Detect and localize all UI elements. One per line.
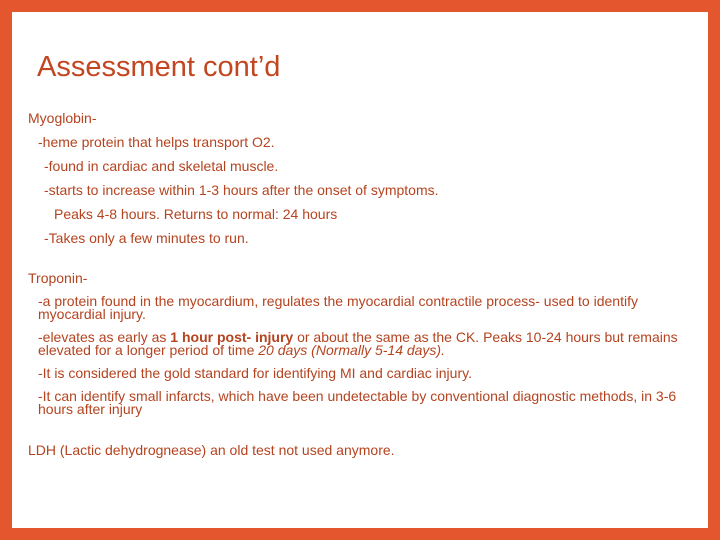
troponin-para-4: -It can identify small infarcts, which have been undetectable by conventional diagnostic methods, in 3-6 hours after injury [38, 388, 677, 417]
slide-body [28, 106, 688, 462]
myoglobin-line-5: -Takes only a few minutes to run. [44, 230, 249, 246]
myoglobin-heading: Myoglobin- [28, 110, 97, 126]
myoglobin-line-1: -heme protein that helps transport O2. [38, 134, 275, 150]
troponin-para-2-italic: 20 days (Normally 5-14 days). [258, 342, 445, 358]
troponin-para-2 [38, 331, 688, 357]
troponin-para-1: -a protein found in the myocardium, regulates the myocardial contractile process- used to identify myocardial injury. [38, 293, 638, 322]
slide [12, 12, 708, 528]
slide-title: Assessment cont’d [37, 51, 281, 83]
myoglobin-line-3: -starts to increase within 1-3 hours after the onset of symptoms. [44, 182, 439, 198]
troponin-heading: Troponin- [28, 270, 88, 286]
myoglobin-line-2: -found in cardiac and skeletal muscle. [44, 158, 279, 174]
troponin-para-2-text-b: or about the same as the CK. Peaks 10-24 hours but remains elevated for a longer period of time [38, 329, 678, 358]
troponin-para-2-bold: 1 hour post- injury [170, 329, 294, 345]
troponin-details [28, 295, 688, 416]
ldh-line: LDH (Lactic dehydrognease) an old test not used anymore. [28, 442, 395, 458]
troponin-para-3: -It is considered the gold standard for identifying MI and cardiac injury. [38, 365, 472, 381]
myoglobin-line-4: Peaks 4-8 hours. Returns to normal: 24 hours [54, 206, 338, 222]
troponin-para-2-text-a: -elevates as early as [38, 329, 171, 345]
